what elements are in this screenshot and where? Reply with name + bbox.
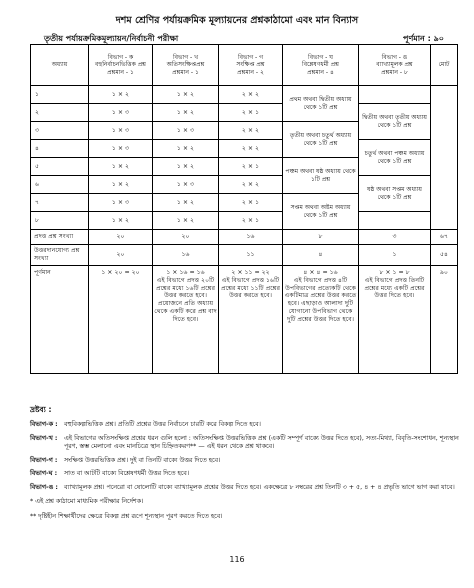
notes-section <box>30 405 460 521</box>
ng-group-2: চতুর্থ অথবা পঞ্চম অধ্যায় থেকে ১টি প্রশ্ন <box>359 140 431 176</box>
footnote: ** দৃষ্টিহীন শিক্ষার্থীদের ক্ষেত্রে বিকল্প প্রশ্ন রূপে শূন্যস্থান পূরণ করতে দিতে হবে। <box>30 512 223 520</box>
table-row: ৩ ১ × ৩ ১ × ৩ ২ × ২ তৃতীয় অথবা চতুর্থ অধ্যায় থেকে ১টি প্রশ্ন <box>31 122 458 140</box>
given-count-row: প্রদত্ত প্রশ্ন সংখ্যা ২০ ২০ ১৬ ৮ ৩ ৬৭ <box>31 230 458 245</box>
exam-type: তৃতীয় পর্যায়ক্রমিকমূল্যায়ন/নির্বাচনী পরীক্ষা <box>44 34 179 43</box>
footnote: * এই প্রশ্ন কাঠামো মাধ্যমিক পরীক্ষার নির্দেশক। <box>30 498 144 506</box>
header-section-gh: বিভাগ - ঘ বিশ্লেষণধর্মী প্রশ্ন প্রশ্নমান - ৪ <box>283 45 359 86</box>
gh-group-2: তৃতীয় অথবা চতুর্থ অধ্যায় থেকে ১টি প্রশ্ন <box>283 122 359 158</box>
page-number: 116 <box>229 555 245 564</box>
page-title: দশম শ্রেণির পর্যায়ক্রমিক মূল্যায়নের প্রশ্নকাঠামো এবং মান বিন্যাস <box>115 15 359 26</box>
gh-group-1: প্রথম অথবা দ্বিতীয় অধ্যায় থেকে ১টি প্রশ্ন <box>283 86 359 122</box>
gh-group-3: পঞ্চম অথবা ষষ্ঠ অধ্যায় থেকে ১টি প্রশ্ন <box>283 158 359 194</box>
table-row: ১ ১ × ২ ১ × ২ ২ × ২ প্রথম অথবা দ্বিতীয় অধ্যায় থেকে ১টি প্রশ্ন <box>31 86 458 104</box>
notes-heading: দ্রষ্টব্য : <box>30 405 52 414</box>
table-header-row <box>31 45 458 86</box>
header-total: মোট <box>431 45 458 86</box>
question-structure-table <box>30 44 458 374</box>
ng-group-3: ষষ্ঠ অথবা সপ্তম অধ্যায় থেকে ১টি প্রশ্ন <box>359 176 431 212</box>
note-item: বিভাগ-ক : বহুবিকল্পভিত্তিক প্রশ্ন। প্রতিটি প্রশ্নের উত্তর নির্বাচনে চারটি করে বিকল্প দিতে হবে। <box>30 421 261 429</box>
answer-count-row: উত্তরদানযোগ্য প্রশ্ন সংখ্যা ২০ ১৬ ১১ ৪ ১ ৫৪ <box>31 245 458 266</box>
table-row: ৭ ১ × ৩ ১ × ২ ২ × ১ সপ্তম অথবা অষ্টম অধ্যায় থেকে ১টি প্রশ্ন <box>31 194 458 212</box>
table-row: ৪ ১ × ৩ ১ × ২ ২ × ২ চতুর্থ অথবা পঞ্চম অধ্যায় থেকে ১টি প্রশ্ন <box>31 140 458 158</box>
header-section-g: বিভাগ - গ সংক্ষিপ্ত প্রশ্ন প্রশ্নমান - ২ <box>219 45 283 86</box>
table-row: ২ ১ × ৩ ১ × ২ ২ × ১ দ্বিতীয় অথবা তৃতীয় অধ্যায় থেকে ১টি প্রশ্ন <box>31 104 458 122</box>
note-item: বিভাগ-ঘ : সাত বা আটটি বাক্যে বিশ্লেষণধর্মী উত্তর দিতে হবে। <box>30 470 190 478</box>
header-chapter: অধ্যায় <box>31 45 89 86</box>
note-item: বিভাগ-গ : সংক্ষিপ্ত উত্তরভিত্তিক প্রশ্ন। দুই বা তিনটি বাক্যে উত্তর দিতে হবে। <box>30 456 221 464</box>
table-row: ৫ ১ × ২ ১ × ২ ২ × ১ পঞ্চম অথবা ষষ্ঠ অধ্যায় থেকে ১টি প্রশ্ন <box>31 158 458 176</box>
header-section-k: বিভাগ - ক বহুনির্বাচনভিত্তিক প্রশ্ন প্রশ্নমান - ১ <box>89 45 153 86</box>
full-marks-row: পূর্ণমান ১ × ২০ = ২০ ১ × ১৬ = ১৬ এই বিভাগে প্রদত্ত ২০টি প্রশ্নের মধ্যে ১৬টি প্রশ্নের উত্তর করতে হবে। প্রয়োজনে প্রতি অধ্যায় থেকে একটি করে প্রশ্ন বাদ দিতে হবে। ২ × ১১ = ২২ এই বিভাগে প্রদত্ত ১৬টি প্রশ্নের মধ্যে ১১টি প্রশ্নের উত্তর করতে হবে। ৪ × ৪ = ১৬ এই বিভাগে প্রদত্ত ৪টি উপবিভাগের প্রত্যেকটি থেকে একটিমাত্র প্রশ্নের উত্তর করতে হবে। এছাড়াও আলাদা দুটি যোগানো উপবিভাগ থেকে দুটি প্রশ্নের উত্তর দিতে হবে। ৮ × ১ = ৮ এই বিভাগে প্রদত্ত তিনটি প্রশ্নের মধ্যে একটি প্রশ্নের উত্তর দিতে হবে। ৯০ <box>31 266 458 374</box>
table-row: ৮ ১ × ২ ১ × ২ ২ × ১ <box>31 212 458 230</box>
gh-group-4: সপ্তম অথবা অষ্টম অধ্যায় থেকে ১টি প্রশ্ন <box>283 194 359 230</box>
note-item: বিভাগ-খ : এই বিভাগের অতিসংক্ষিপ্ত প্রশ্নের ধরন গুলি হলো : অতিসংক্ষিপ্ত উত্তরভিত্তিক প্রশ্ন (একটি সম্পূর্ণ বাক্যে উত্তর দিতে হবে), সত্য-মিথ্যা, বিবৃতি-সংশোধন, শূন্যস্থান পূরণ, স্তম্ভ মেলানো এবং মানচিত্রে স্থান চিহ্নিতকরণ** — এই ধরন থেকে প্রশ্ন থাকবে। <box>30 434 459 451</box>
header-section-kh: বিভাগ - খ অতিসংক্ষিপ্তপ্রশ্ন প্রশ্নমান - ১ <box>153 45 219 86</box>
note-item: বিভাগ-ঙ : ব্যাখ্যামূলক প্রশ্ন। পনেরো বা ষোলোটি বাক্যে ব্যাখ্যামূলক প্রশ্নের উত্তর দিতে হবে। একক্ষেত্রে ৮ নম্বরের প্রশ্ন তিনটি ৩ + ৫, ৪ + ৪ প্রভৃতি ভাগে ভাগ করা যাবে। <box>30 483 455 491</box>
table-row: ৬ ১ × ২ ১ × ৩ ২ × ২ ষষ্ঠ অথবা সপ্তম অধ্যায় থেকে ১টি প্রশ্ন <box>31 176 458 194</box>
full-marks: পূর্ণমান : ৯০ <box>403 34 444 43</box>
header-section-ng: বিভাগ - ঙ ব্যাখ্যামূলক প্রশ্ন প্রশ্নমান - ৮ <box>359 45 431 86</box>
ng-group-1: দ্বিতীয় অথবা তৃতীয় অধ্যায় থেকে ১টি প্রশ্ন <box>359 104 431 140</box>
